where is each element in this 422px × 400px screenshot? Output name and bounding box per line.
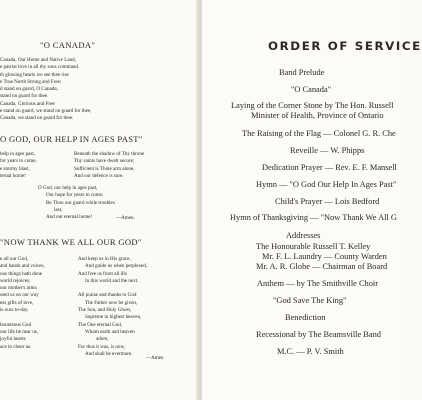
service-item-mc: M.C. — P. V. Smith xyxy=(277,347,344,356)
verse-line: Supreme in highest heaven, xyxy=(85,314,142,321)
hymn-verse-o-canada xyxy=(0,57,92,123)
verse-line: e all our God, xyxy=(0,256,29,262)
verse-line: Sufficient is Thine arm alone, xyxy=(74,165,135,172)
service-item-childs-prayer: Child's Prayer — Lois Bedford xyxy=(275,197,380,206)
hymn-title-now-thank-we: "NOW THANK WE ALL OUR GOD" xyxy=(0,237,142,247)
verse-line: Canada, Glorious and Free xyxy=(0,100,55,107)
hymn-amen: —Amen. xyxy=(116,215,135,221)
service-item-dedication-prayer: Dedication Prayer — Rev. E. F. Mansell xyxy=(262,163,397,172)
service-item-raising-flag: The Raising of the Flag — Colonel G. R. Che xyxy=(242,129,396,138)
verse-line xyxy=(0,314,45,321)
hymn-title-o-canada: "O CANADA" xyxy=(40,40,96,50)
service-item-corner-stone: Laying of the Corner Stone by The Hon. Russell xyxy=(231,101,394,110)
verse-line: is ours to-day. xyxy=(0,307,29,314)
verse-line: And our eternal home! xyxy=(46,214,93,221)
verse-line: ous things hath done xyxy=(0,270,43,277)
verse-line: For thus it was, is now, xyxy=(78,343,126,350)
verse-line: our mother's arms xyxy=(0,285,37,292)
service-item-hymn-thanksgiving: Hymn of Thanksgiving — "Now Thank We All G xyxy=(230,213,397,222)
service-item-reveille: Reveille — W. Phipps xyxy=(290,146,365,155)
verse-line: stand on guard for thee. xyxy=(0,93,49,100)
verse-line: ace to cheer us. xyxy=(0,343,32,350)
hymn-verse-o-god-final xyxy=(38,185,115,221)
service-item-hymn-o-god: Hymn — "O God Our Help In Ages Past" xyxy=(256,180,397,189)
service-item-addresses: Addresses xyxy=(286,231,321,240)
verse-line: adore, xyxy=(96,336,109,343)
verse-line: e patriot love in all thy sons command. xyxy=(0,64,80,71)
service-item-recessional: Recessional by The Beamsville Band xyxy=(256,330,381,339)
verse-line: The One eternal God, xyxy=(78,321,123,328)
verse-line: Whom earth and heaven xyxy=(85,328,135,335)
verse-line: bounteous God xyxy=(0,321,31,328)
service-item-benediction: Benediction xyxy=(285,313,326,322)
verse-line: And keep us in His grace, xyxy=(78,256,131,262)
service-item-band-prelude: Band Prelude xyxy=(279,68,325,77)
verse-line: th glowing hearts we see thee rise xyxy=(0,71,69,78)
service-item-o-canada: "O Canada" xyxy=(291,85,332,94)
verse-line: e stormy blast, xyxy=(0,165,30,172)
verse-line: Canada, Our Home and Native Land, xyxy=(0,57,76,63)
hymn-verse-now-thank-col1 xyxy=(0,256,45,351)
verse-line: Be Thou our guard while troubles xyxy=(46,199,115,206)
service-item-speaker-laundry: Mr. F. L. Laundry — County Warden xyxy=(262,252,387,261)
verse-line: ssed us on our way xyxy=(0,292,39,299)
hymn-verse-o-god-col2 xyxy=(74,151,144,180)
verse-line: e stand on guard, we stand on guard for thee, xyxy=(0,108,92,115)
verse-line: In this world and the next. xyxy=(85,277,139,284)
verse-line: and hands and voices, xyxy=(0,263,45,270)
verse-line: d stand on guard, O Canada, xyxy=(0,86,58,93)
verse-line: Thy saints have dwelt secure; xyxy=(74,158,135,165)
verse-line: last, xyxy=(54,206,63,213)
verse-line: our life be near us, xyxy=(0,328,39,335)
hymn-verse-now-thank-col2 xyxy=(78,256,147,358)
service-item-anthem: Anthem — by The Smithville Choir xyxy=(257,279,379,288)
verse-line: All praise and thanks to God xyxy=(78,292,137,299)
verse-line: And guide us when perplexed, xyxy=(85,263,148,270)
verse-line: And free us from all ills xyxy=(78,270,127,277)
verse-line: And our defence is sure. xyxy=(74,172,124,179)
service-item-speaker-kelley: The Honourable Russell T. Kelley xyxy=(256,242,371,251)
service-item-speaker-globe: Mr. A. R. Globe — Chairman of Board xyxy=(256,262,388,271)
verse-line: Beneath the shadow of Thy throne xyxy=(74,151,145,157)
hymn-verse-o-god-col1 xyxy=(0,151,37,180)
verse-line: e True North Strong and Free; xyxy=(0,78,62,85)
service-item-god-save-the-king: "God Save The King" xyxy=(273,296,347,305)
verse-line: The Son, and Holy Ghost, xyxy=(78,307,132,314)
verse-line: for years to come, xyxy=(0,158,37,165)
hymn-title-o-god-our-help: O GOD, OUR HELP IN AGES PAST" xyxy=(0,134,143,144)
verse-line: Our hope for years to come; xyxy=(46,192,104,199)
verse-line: ess gifts of love, xyxy=(0,299,34,306)
order-of-service-title: ORDER OF SERVICE xyxy=(268,39,422,53)
service-item-corner-stone-title: Minister of Health, Province of Ontario xyxy=(251,111,384,120)
verse-line: And shall be evermore. xyxy=(85,350,133,357)
verse-line: Canada, we stand on guard for thee. xyxy=(0,115,74,122)
verse-line: world rejoices; xyxy=(0,277,31,284)
verse-line xyxy=(78,285,147,292)
verse-line: joyful hearts xyxy=(0,336,26,343)
hymn-amen: —Amen xyxy=(146,355,164,361)
verse-line: O God, our help in ages past, xyxy=(38,185,98,191)
verse-line: ternal home! xyxy=(0,172,26,179)
verse-line: help in ages past, xyxy=(0,151,36,157)
verse-line: The Father now be given, xyxy=(85,299,138,306)
hymns-page xyxy=(0,0,198,400)
